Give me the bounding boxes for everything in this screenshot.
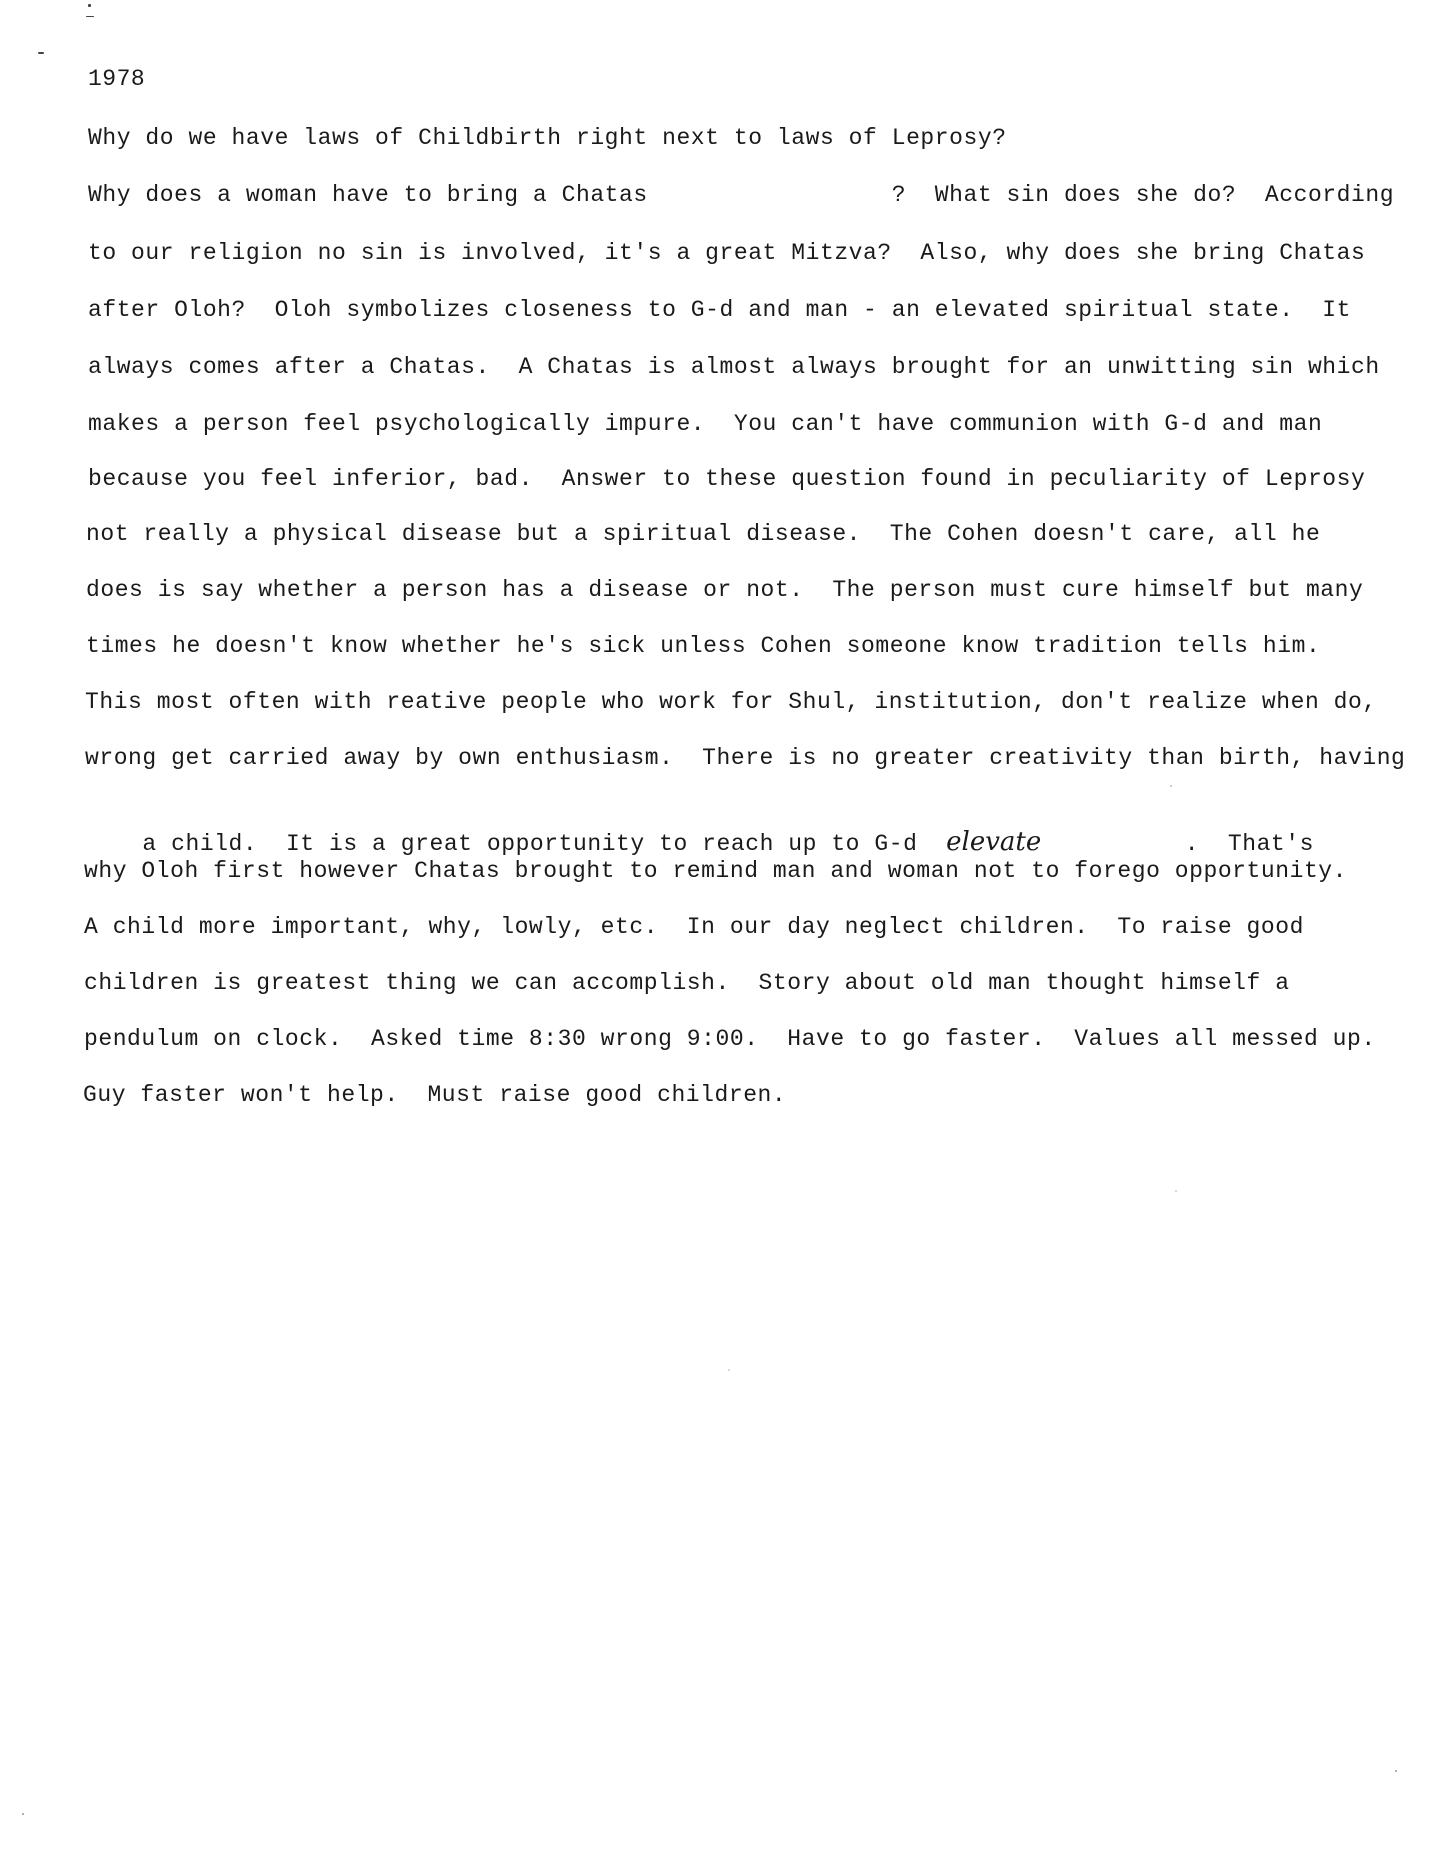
scan-speck	[88, 4, 91, 7]
text-line-11: This most often with reative people who work for Shul, institution, don't realize when do,	[85, 689, 1377, 715]
text-line-7: because you feel inferior, bad. Answer to these question found in peculiarity of Leprosy	[88, 466, 1366, 492]
text-line-3: to our religion no sin is involved, it's a great Mitzva? Also, why does she bring Chatas	[88, 240, 1366, 266]
text-line-9: does is say whether a person has a disease or not. The person must cure himself but many	[86, 577, 1364, 603]
text-line-17: pendulum on clock. Asked time 8:30 wrong 9:00. Have to go faster. Values all messed up.	[84, 1026, 1376, 1052]
text-line-5: always comes after a Chatas. A Chatas is almost always brought for an unwitting sin which	[88, 354, 1380, 380]
text-line-15: A child more important, why, lowly, etc. In our day neglect children. To raise good	[84, 914, 1304, 940]
scan-speck	[38, 52, 44, 54]
text-line-1: Why do we have laws of Childbirth right next to laws of Leprosy?	[88, 125, 1007, 151]
text-line-13-end: . That's	[1041, 831, 1314, 857]
text-line-18: Guy faster won't help. Must raise good children.	[83, 1082, 787, 1108]
text-line-13-start: a child. It is a great opportunity to reach up to G-d	[142, 831, 947, 857]
scan-speck	[1170, 785, 1172, 787]
text-line-12: wrong get carried away by own enthusiasm. There is no greater creativity than birth, having	[85, 745, 1406, 771]
text-line-2: Why does a woman have to bring a Chatas ? What sin does she do? According	[88, 182, 1395, 208]
scan-speck	[728, 1369, 730, 1371]
scan-speck	[22, 1813, 24, 1815]
text-line-4: after Oloh? Oloh symbolizes closeness to G-d and man - an elevated spiritual state. It	[88, 297, 1351, 323]
scan-speck	[1175, 1190, 1177, 1192]
scan-speck	[86, 16, 94, 17]
text-line-16: children is greatest thing we can accomplish. Story about old man thought himself a	[84, 970, 1290, 996]
text-line-8: not really a physical disease but a spiritual disease. The Cohen doesn't care, all he	[86, 521, 1321, 547]
document-year: 1978	[88, 66, 146, 92]
scan-speck	[1395, 1770, 1397, 1772]
handwritten-insertion: elevate	[946, 827, 1042, 857]
text-line-14: why Oloh first however Chatas brought to remind man and woman not to forego opportunity.	[84, 858, 1347, 884]
text-line-10: times he doesn't know whether he's sick unless Cohen someone know tradition tells him.	[86, 633, 1321, 659]
text-line-6: makes a person feel psychologically impure. You can't have communion with G-d and man	[88, 411, 1323, 437]
